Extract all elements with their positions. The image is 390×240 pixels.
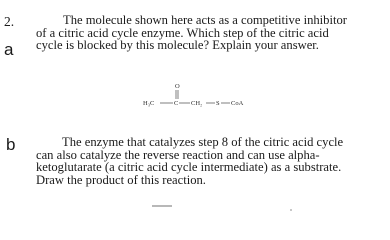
carbonyl-carbon-label: C <box>174 100 179 107</box>
coenzyme-a-label: CoA <box>231 100 244 107</box>
part-a-line-1: The molecule shown here acts as a competitive inhibitor <box>63 13 347 27</box>
methyl-group-label: H₃C <box>143 100 155 107</box>
scan-artifact-mark <box>152 205 172 207</box>
part-a-question-text <box>36 14 347 52</box>
part-b-line-2: can also catalyze the reverse reaction and can use alpha- <box>36 147 320 162</box>
part-b-question-text <box>36 136 343 186</box>
question-number: 2. <box>4 14 15 29</box>
molecule-structure <box>143 82 273 114</box>
carbonyl-oxygen-label: O <box>175 83 180 90</box>
part-a-line-3: cycle is blocked by this molecule? Explain your answer. <box>36 38 319 52</box>
part-a-line-2: of a citric acid cycle enzyme. Which step of the citric acid <box>36 25 329 40</box>
part-a-label: a <box>4 40 14 59</box>
methylene-group-label: CH₂ <box>191 100 203 107</box>
part-b-line-4: Draw the product of this reaction. <box>36 172 206 187</box>
sulfur-label: S <box>216 100 220 107</box>
scan-artifact-dot <box>290 209 292 211</box>
part-b-line-1: The enzyme that catalyzes step 8 of the citric acid cycle <box>62 135 344 149</box>
part-b-line-3: ketoglutarate (a citric acid cycle intermediate) as a substrate. <box>36 160 342 174</box>
part-b-label: b <box>6 135 16 154</box>
molecule-drawing <box>143 82 273 114</box>
